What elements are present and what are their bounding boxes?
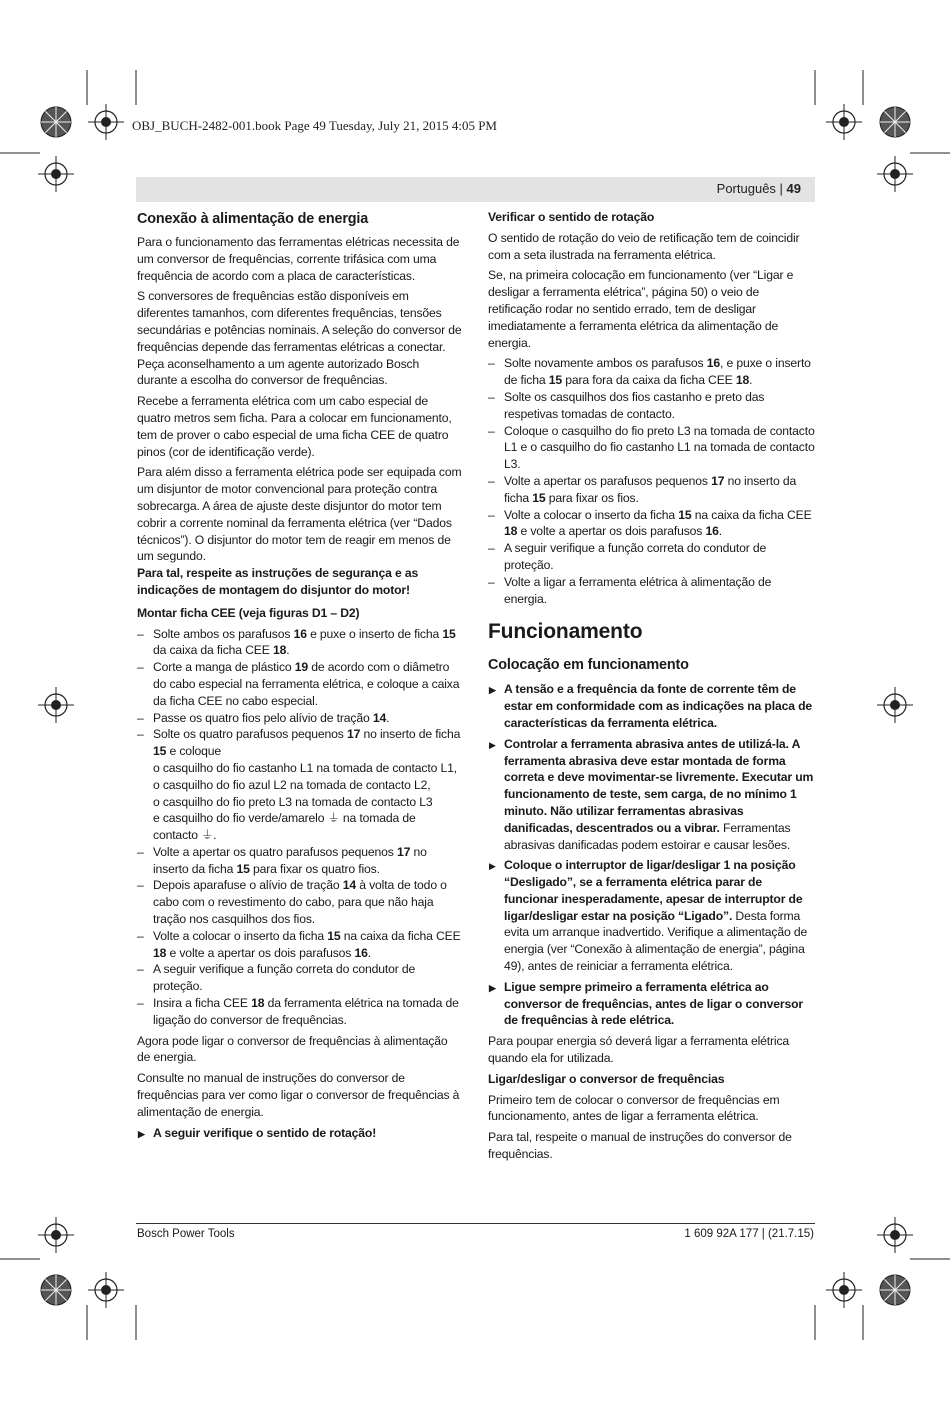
list-item: – Volte a ligar a ferramenta elétrica à alimentação de energia.: [488, 574, 815, 608]
footer-rule: [136, 1223, 815, 1224]
paragraph: Para poupar energia só deverá ligar a ferramenta elétrica quando ela for utilizada.: [488, 1034, 790, 1066]
list-item: – Corte a manga de plástico 19 de acordo com o diâmetro do cabo especial na ferramenta elétrica, e coloque a caixa da ficha CEE no cabo especial.: [137, 659, 462, 709]
list-item: – A seguir verifique a função correta do condutor de proteção.: [137, 961, 462, 995]
list-item: – Solte os quatro parafusos pequenos 17 no inserto de ficha 15 e coloque o casquilho do fio castanho L1 na tomada de contacto L1, o casquilho do fio azul L2 na tomada de contacto L2, o casquilho do fio preto L3 na tomada de contacto L3 e casquilho do fio verde/amarelo ⏚ na tomada de contacto ⏚.: [137, 726, 462, 844]
wire-line: o casquilho do fio preto L3 na tomada de contacto L3: [153, 794, 433, 809]
page-number: 49: [786, 181, 801, 196]
wire-line: e casquilho do fio verde/amarelo ⏚ na tomada de contacto ⏚.: [153, 811, 416, 843]
section-title-connection: Conexão à alimentação de energia: [137, 211, 369, 227]
arrow-note-check-rotation: ▶ A seguir verifique o sentido de rotação!: [137, 1125, 462, 1142]
paragraph: Para além disso a ferramenta elétrica pode ser equipada com um disjuntor de motor convencional para proteção contra sobrecarga. A área de ajuste deste disjuntor do motor tem cobrir a corrente nominal da ferramenta elétrica (ver “Dados técnicos”). O disjuntor do motor tem de reagir em menos de um segundo.: [137, 465, 462, 564]
list-item: – Volte a apertar os parafusos pequenos 17 no inserto da ficha 15 para fixar os fios.: [488, 473, 815, 507]
chapter-title-operation: Funcionamento: [488, 620, 643, 644]
list-item: – Solte os casquilhos dos fios castanho e preto das respetivas tomadas de contacto.: [488, 389, 815, 423]
list-item: – Solte novamente ambos os parafusos 16, e puxe o inserto de ficha 15 para fora da caixa da ficha CEE 18.: [488, 355, 815, 389]
list-item: – Passe os quatro fios pelo alívio de tração 14.: [137, 710, 462, 727]
list-item: – Volte a colocar o inserto da ficha 15 na caixa da ficha CEE 18 e volte a apertar os dois parafusos 16.: [137, 928, 462, 962]
list-item: – Volte a colocar o inserto da ficha 15 na caixa da ficha CEE 18 e volte a apertar os dois parafusos 16.: [488, 507, 815, 541]
rotation-steps-list: [488, 355, 815, 607]
mount-steps-list: [137, 626, 462, 1029]
arrow-note-voltage: ▶ A tensão e a frequência da fonte de corrente têm de estar em conformidade com as indicações na placa de características da ferramenta elétrica.: [488, 681, 815, 731]
wire-line: o casquilho do fio castanho L1 na tomada de contacto L1,: [153, 760, 457, 775]
footer-doc-number: 1 609 92A 177 | (21.7.15): [684, 1228, 814, 1240]
subheading-mount-plug: Montar ficha CEE (veja figuras D1 – D2): [137, 605, 360, 620]
subheading-rotation: Verificar o sentido de rotação: [488, 210, 655, 224]
book-slug: OBJ_BUCH-2482-001.book Page 49 Tuesday, July 21, 2015 4:05 PM: [132, 118, 497, 133]
paragraph: S conversores de frequências estão disponíveis em diferentes tamanhos, com diferentes frequências, tensões secundárias e potências nominais. A seleção do conversor de frequências depende das ferramentas elétricas a conectar. Peça aconselhamento a um agente autorizado Bosch durante a escolha do conversor de frequências.: [137, 289, 462, 388]
paragraph: Recebe a ferramenta elétrica com um cabo especial de quatro metros sem ficha. Para a colocar em funcionamento, tem de prover o cabo especial de uma ficha CEE de quatro pinos (cor de identificação verde).: [137, 394, 452, 459]
paragraph: Se, na primeira colocação em funcionamento (ver “Ligar e desligar a ferramenta elétrica”, página 50) o veio de retificação rodar no sentido errado, tem de desligar imediatamente a ferramenta elétrica da alimentação de energia.: [488, 268, 794, 350]
section-title-startup: Colocação em funcionamento: [488, 657, 689, 674]
wire-line: o casquilho do fio azul L2 na tomada de contacto L2,: [153, 777, 431, 792]
paragraph: Para o funcionamento das ferramentas elétricas necessita de um conversor de frequências, corrente trifásica com uma frequência de acordo com a placa de características.: [137, 235, 460, 283]
footer-brand: Bosch Power Tools: [137, 1228, 235, 1240]
right-column: [488, 208, 815, 1167]
paragraph: Consulte no manual de instruções do conversor de frequências para ver como ligar o conversor de frequências à alimentação de energia.: [137, 1071, 460, 1119]
paragraph: Agora pode ligar o conversor de frequências à alimentação de energia.: [137, 1033, 448, 1065]
list-item: – A seguir verifique a função correta do condutor de proteção.: [488, 540, 815, 574]
paragraph: O sentido de rotação do veio de retificação tem de coincidir com a seta ilustrada na ferramenta elétrica.: [488, 230, 800, 262]
list-item: – Volte a apertar os quatro parafusos pequenos 17 no inserto da ficha 15 para fixar os quatro fios.: [137, 844, 462, 878]
arrow-note-connect-first: ▶ Ligue sempre primeiro a ferramenta elétrica ao conversor de frequências, antes de ligar o conversor de frequências à rede elétrica.: [488, 979, 815, 1029]
safety-note: Para tal, respeite as instruções de segurança e as indicações de montagem do disjuntor do motor!: [137, 566, 419, 597]
header-language: Português |: [716, 181, 787, 196]
list-item: – Insira a ficha CEE 18 da ferramenta elétrica na tomada de ligação do conversor de frequências.: [137, 995, 462, 1029]
paragraph: Para tal, respeite o manual de instruções do conversor de frequências.: [488, 1130, 792, 1162]
arrow-note-switch: ▶ Coloque o interruptor de ligar/desligar 1 na posição “Desligado”, se a ferramenta elétrica parar de funcionar inesperadamente, apesar de interruptor de ligar/desligar estar na posição “Ligado”. Desta forma evita um arranque inadvertido. Verifique a alimentação de energia (ver “Conexão à alimentação de energia”, página 49), antes de reiniciar a ferramenta elétrica.: [488, 857, 815, 975]
paragraph: Primeiro tem de colocar o conversor de frequências em funcionamento, antes de ligar a ferramenta elétrica.: [488, 1092, 780, 1124]
left-column: [137, 208, 462, 1145]
page-header: [717, 181, 801, 196]
list-item: – Coloque o casquilho do fio preto L3 na tomada de contacto L1 e o casquilho do fio castanho L1 na tomada de contacto L3.: [488, 423, 815, 473]
page-header-bar: [136, 177, 815, 202]
list-item: – Solte ambos os parafusos 16 e puxe o inserto de ficha 15 da caixa da ficha CEE 18.: [137, 626, 462, 660]
subheading-converter-switch: Ligar/desligar o conversor de frequências: [488, 1071, 725, 1086]
arrow-note-abrasive: ▶ Controlar a ferramenta abrasiva antes de utilizá-la. A ferramenta abrasiva deve estar montada de forma correta e deve movimentar-se livremente. Executar um funcionamento de teste, sem carga, de no mínimo 1 minuto. Não utilizar ferramentas abrasivas danificadas, descentrados ou a vibrar. Ferramentas abrasivas danificadas podem estoirar e causar lesões.: [488, 736, 815, 854]
list-item: – Depois aparafuse o alívio de tração 14 à volta de todo o cabo com o revestimento do cabo, para que não haja tração nos casquilhos dos fios.: [137, 877, 462, 927]
